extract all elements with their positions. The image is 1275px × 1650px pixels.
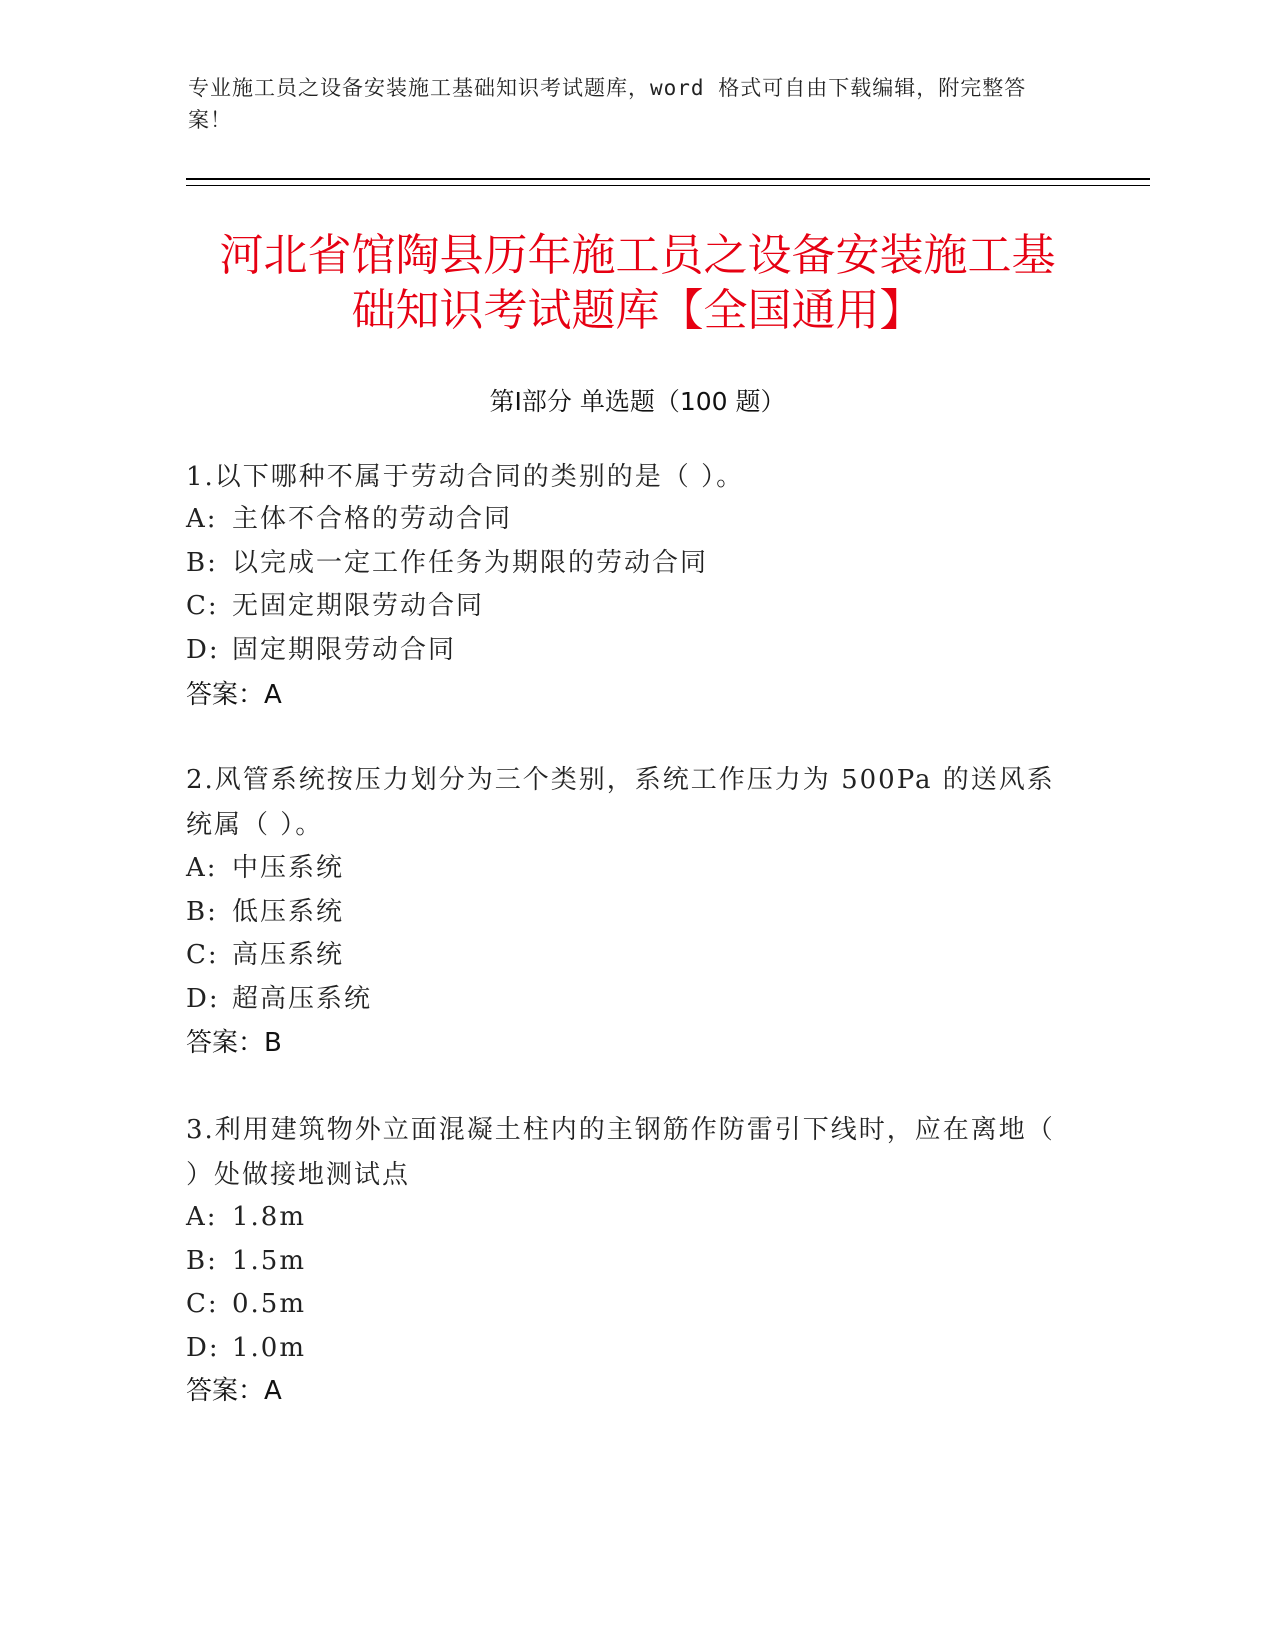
question-2-answer: 答案：B (186, 1028, 282, 1058)
option-text: 低压系统 (232, 897, 345, 927)
option-letter: C: (186, 591, 219, 621)
option-letter: D: (186, 984, 220, 1014)
option-text: 1.8m (232, 1202, 307, 1232)
option-letter: C: (186, 1289, 219, 1319)
option-text: 无固定期限劳动合同 (232, 591, 485, 621)
option-text: 1.0m (232, 1333, 307, 1363)
question-1-answer: 答案：A (186, 680, 282, 710)
question-3-option-d (186, 1328, 1066, 1368)
option-text: 0.5m (232, 1289, 307, 1319)
option-letter: D: (186, 1333, 220, 1363)
document-title-line-2: 础知识考试题库【全国通用】 (351, 285, 924, 336)
question-2-stem: 2.风管系统按压力划分为三个类别，系统工作压力为 500Pa 的送风系统属（ ）。 (186, 765, 1055, 840)
option-text: 1.5m (232, 1246, 307, 1276)
option-letter: A: (186, 504, 218, 534)
question-1-option-d (186, 630, 1066, 670)
header-rule-thick (186, 178, 1150, 180)
option-text: 中压系统 (232, 853, 345, 883)
option-text: 主体不合格的劳动合同 (232, 504, 513, 534)
option-text: 以完成一定工作任务为期限的劳动合同 (232, 548, 709, 578)
question-3-option-c (186, 1284, 1066, 1324)
question-2-option-d (186, 979, 1066, 1019)
question-1-stem: 1.以下哪种不属于劳动合同的类别的是（ ）。 (186, 462, 745, 492)
question-2-option-a (186, 848, 1066, 888)
option-letter: B: (186, 1246, 218, 1276)
option-letter: A: (186, 1202, 218, 1232)
option-letter: A: (186, 853, 218, 883)
option-text: 固定期限劳动合同 (232, 635, 457, 665)
question-1-option-b (186, 543, 1066, 583)
question-2-option-b (186, 892, 1066, 932)
question-1-option-a (186, 499, 1066, 539)
section-title: 第Ⅰ部分 单选题（100 题） (489, 387, 786, 416)
question-3-stem: 3.利用建筑物外立面混凝土柱内的主钢筋作防雷引下线时，应在离地（ ）处做接地测试点 (186, 1115, 1055, 1190)
question-3-option-a (186, 1197, 1066, 1237)
option-letter: B: (186, 897, 218, 927)
document-title-line-1: 河北省馆陶县历年施工员之设备安装施工基 (219, 230, 1056, 281)
option-letter: C: (186, 940, 219, 970)
question-1-option-c (186, 586, 1066, 626)
option-letter: D: (186, 635, 220, 665)
question-3-option-b (186, 1241, 1066, 1281)
question-2-option-c (186, 935, 1066, 975)
option-text: 高压系统 (232, 940, 345, 970)
option-letter: B: (186, 548, 218, 578)
header-note: 专业施工员之设备安装施工基础知识考试题库，word 格式可自由下载编辑，附完整答案！ (188, 76, 1027, 132)
header-rule-thin (186, 185, 1150, 186)
question-3-answer: 答案：A (186, 1376, 282, 1406)
option-text: 超高压系统 (232, 984, 373, 1014)
